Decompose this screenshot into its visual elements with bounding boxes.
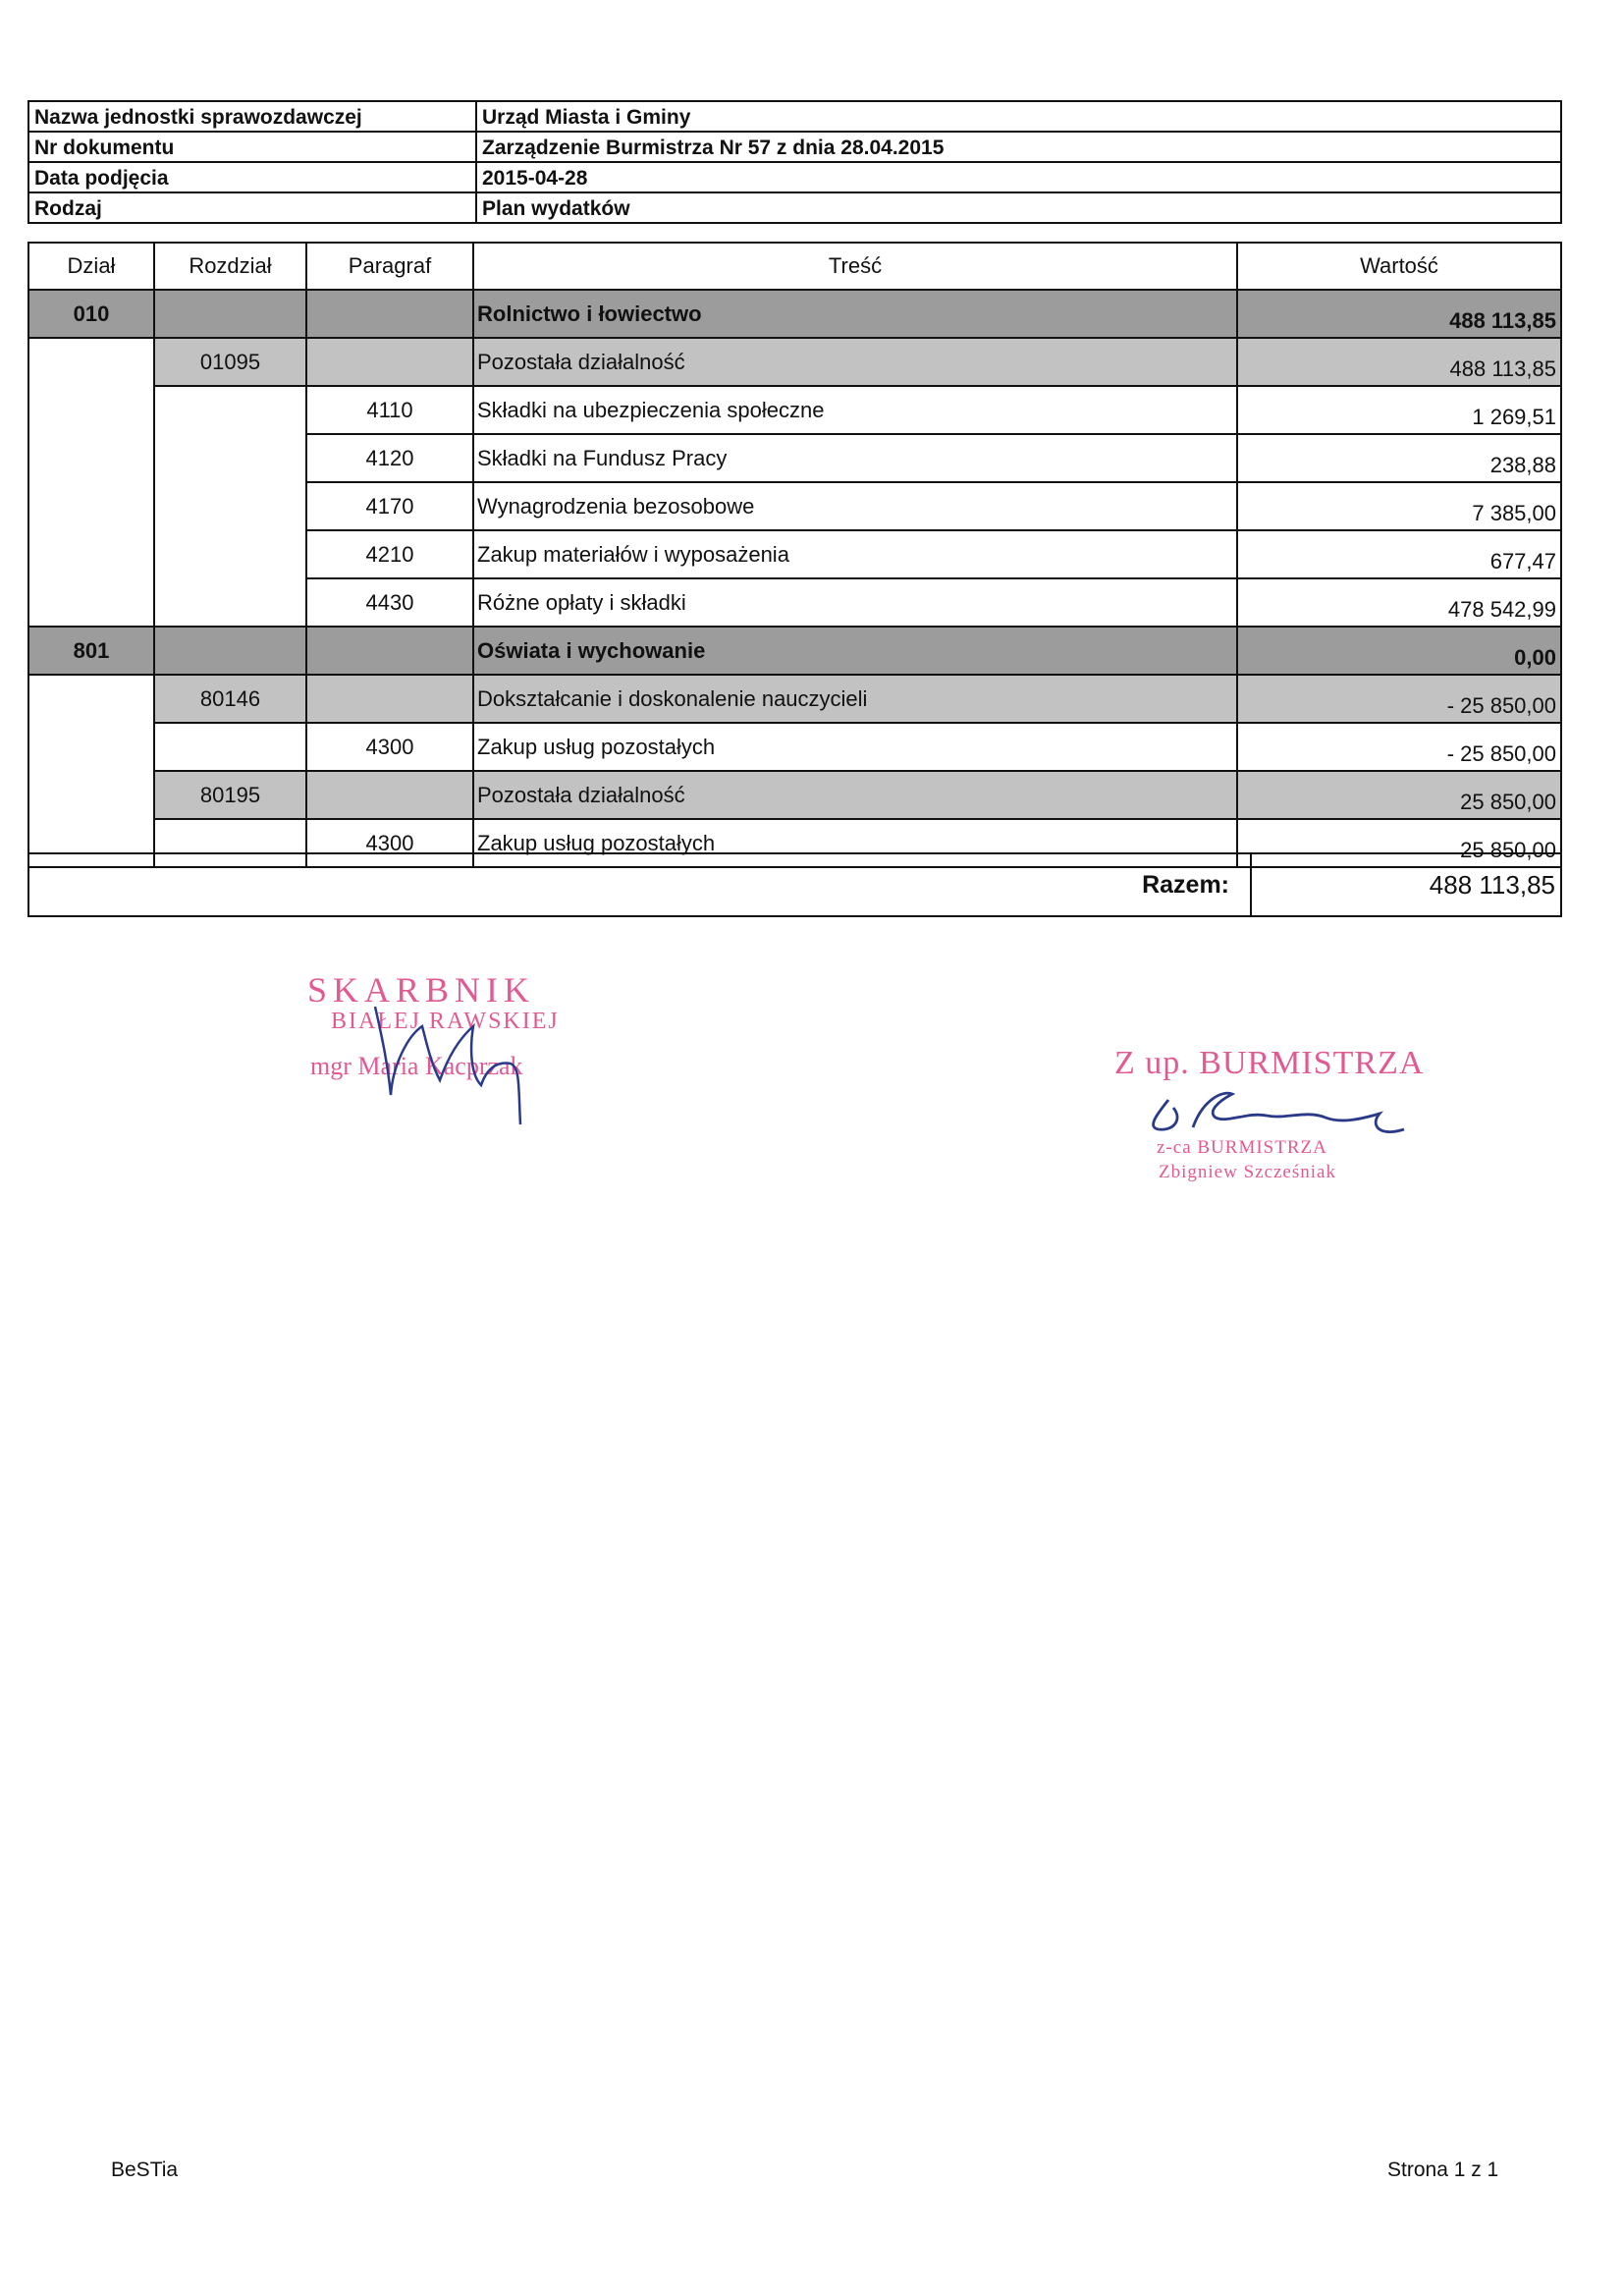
cell-wartosc: 7 385,00 (1237, 482, 1561, 530)
column-header-rozdzial: Rozdział (154, 243, 306, 290)
cell-paragraf (306, 771, 473, 819)
skarbnik-stamp-title: SKARBNIK (307, 970, 536, 1010)
cell-rozdzial: 80195 (154, 771, 306, 819)
cell-tresc: Składki na Fundusz Pracy (473, 434, 1237, 482)
cell-wartosc: 1 269,51 (1237, 386, 1561, 434)
table-row (28, 530, 1561, 578)
table-row (28, 338, 1561, 386)
cell-dzial: 010 (28, 290, 154, 338)
cell-dzial (28, 675, 154, 723)
cell-wartosc: - 25 850,00 (1237, 723, 1561, 771)
column-header-dzial: Dział (28, 243, 154, 290)
cell-rozdzial (154, 530, 306, 578)
table-row (28, 290, 1561, 338)
cell-tresc: Zakup usług pozostałych (473, 723, 1237, 771)
cell-tresc: Pozostała działalność (473, 771, 1237, 819)
cell-dzial (28, 338, 154, 386)
cell-dzial (28, 530, 154, 578)
cell-wartosc: 488 113,85 (1237, 338, 1561, 386)
cell-dzial (28, 482, 154, 530)
cell-rozdzial (154, 627, 306, 675)
cell-dzial (28, 434, 154, 482)
table-row (28, 723, 1561, 771)
info-row (28, 162, 1561, 192)
skarbnik-signature (363, 997, 540, 1129)
cell-tresc: Oświata i wychowanie (473, 627, 1237, 675)
cell-tresc: Rolnictwo i łowiectwo (473, 290, 1237, 338)
cell-wartosc: - 25 850,00 (1237, 675, 1561, 723)
skarbnik-stamp-name: mgr Maria Kacprzak (310, 1052, 523, 1080)
total-divider (1250, 854, 1252, 915)
info-row (28, 132, 1561, 162)
info-label: Nazwa jednostki sprawozdawczej (28, 101, 476, 132)
cell-tresc: Pozostała działalność (473, 338, 1237, 386)
cell-tresc: Wynagrodzenia bezosobowe (473, 482, 1237, 530)
info-value: 2015-04-28 (476, 162, 1561, 192)
info-row (28, 101, 1561, 132)
cell-wartosc: 488 113,85 (1237, 290, 1561, 338)
info-label: Rodzaj (28, 192, 476, 223)
cell-paragraf: 4170 (306, 482, 473, 530)
cell-rozdzial (154, 434, 306, 482)
cell-tresc: Dokształcanie i doskonalenie nauczycieli (473, 675, 1237, 723)
cell-paragraf (306, 290, 473, 338)
burmistrz-signature (1139, 1080, 1414, 1149)
cell-paragraf (306, 675, 473, 723)
cell-dzial: 801 (28, 627, 154, 675)
cell-dzial (28, 578, 154, 627)
cell-paragraf: 4120 (306, 434, 473, 482)
info-label: Data podjęcia (28, 162, 476, 192)
burmistrz-stamp-name: Zbigniew Szcześniak (1159, 1162, 1336, 1182)
cell-tresc: Składki na ubezpieczenia społeczne (473, 386, 1237, 434)
column-header-wartosc: Wartość (1237, 243, 1561, 290)
cell-paragraf: 4300 (306, 819, 473, 867)
cell-tresc: Różne opłaty i składki (473, 578, 1237, 627)
cell-rozdzial: 80146 (154, 675, 306, 723)
cell-wartosc: 25 850,00 (1237, 819, 1561, 867)
total-box (27, 852, 1562, 917)
table-row (28, 386, 1561, 434)
table-header-row (28, 243, 1561, 290)
table-row (28, 482, 1561, 530)
footer-page-number: Strona 1 z 1 (1387, 2159, 1499, 2181)
total-value: 488 113,85 (1429, 870, 1555, 900)
cell-paragraf: 4110 (306, 386, 473, 434)
total-label: Razem: (1142, 871, 1229, 899)
cell-wartosc: 677,47 (1237, 530, 1561, 578)
info-label: Nr dokumentu (28, 132, 476, 162)
info-value: Plan wydatków (476, 192, 1561, 223)
info-value: Urząd Miasta i Gminy (476, 101, 1561, 132)
cell-paragraf: 4430 (306, 578, 473, 627)
cell-wartosc: 238,88 (1237, 434, 1561, 482)
column-header-tresc: Treść (473, 243, 1237, 290)
table-row (28, 675, 1561, 723)
cell-paragraf: 4210 (306, 530, 473, 578)
document-info-table (27, 100, 1562, 224)
footer-software-name: BeSTia (111, 2159, 179, 2181)
burmistrz-stamp-role: z-ca BURMISTRZA (1157, 1137, 1327, 1158)
info-row (28, 192, 1561, 223)
info-value: Zarządzenie Burmistrza Nr 57 z dnia 28.04.2015 (476, 132, 1561, 162)
cell-paragraf (306, 627, 473, 675)
table-row (28, 771, 1561, 819)
expense-plan-table (27, 242, 1562, 868)
column-header-paragraf: Paragraf (306, 243, 473, 290)
cell-rozdzial (154, 386, 306, 434)
cell-tresc: Zakup materiałów i wyposażenia (473, 530, 1237, 578)
cell-dzial (28, 386, 154, 434)
cell-tresc: Zakup usług pozostałych (473, 819, 1237, 867)
cell-rozdzial: 01095 (154, 338, 306, 386)
table-row (28, 434, 1561, 482)
cell-dzial (28, 771, 154, 819)
cell-wartosc: 478 542,99 (1237, 578, 1561, 627)
cell-paragraf (306, 338, 473, 386)
burmistrz-stamp-title: Z up. BURMISTRZA (1114, 1045, 1425, 1081)
table-row (28, 578, 1561, 627)
cell-rozdzial (154, 482, 306, 530)
skarbnik-stamp-subtitle: BIAŁEJ RAWSKIEJ (331, 1009, 560, 1034)
cell-rozdzial (154, 290, 306, 338)
table-row (28, 627, 1561, 675)
cell-rozdzial (154, 578, 306, 627)
cell-dzial (28, 723, 154, 771)
cell-paragraf: 4300 (306, 723, 473, 771)
cell-wartosc: 0,00 (1237, 627, 1561, 675)
cell-wartosc: 25 850,00 (1237, 771, 1561, 819)
cell-rozdzial (154, 723, 306, 771)
